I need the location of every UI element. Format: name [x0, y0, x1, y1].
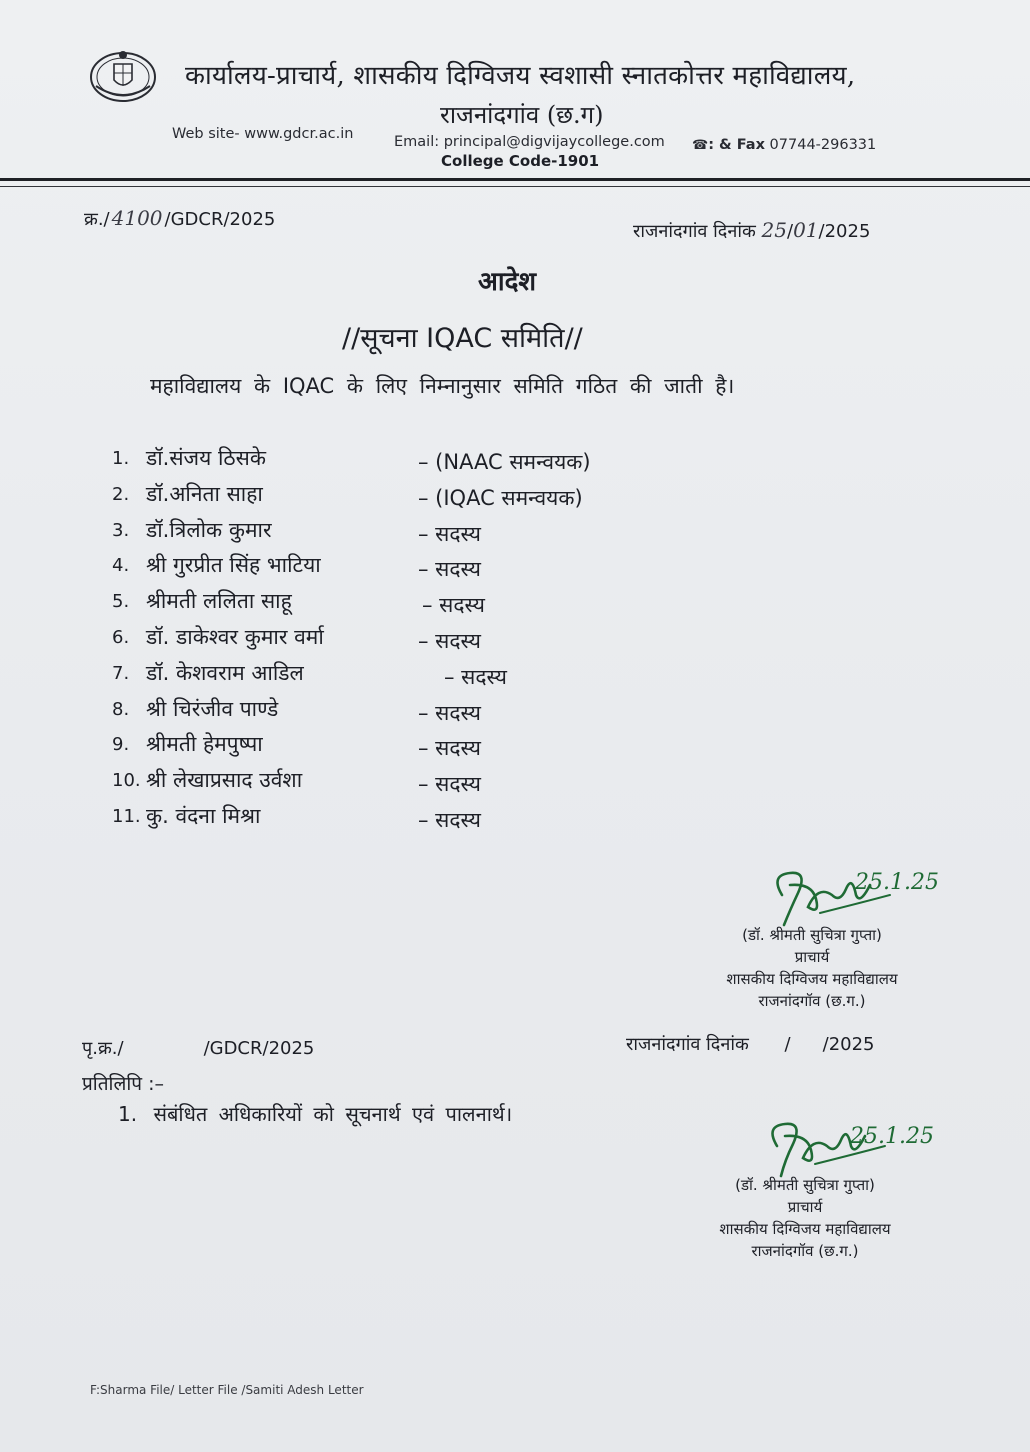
- signatory-name: (डॉ. श्रीमती सुचित्रा गुप्ता): [742, 926, 882, 944]
- signatory-institution: शासकीय दिग्विजय महाविद्यालय: [726, 970, 898, 988]
- ref-date-label: राजनांदगांव दिनांक: [633, 221, 756, 242]
- copy-date-blank: /: [784, 1034, 791, 1055]
- copy-reference: [82, 1036, 314, 1060]
- member-name: डॉ.संजय ठिसके: [146, 446, 266, 470]
- file-path-footer: F:Sharma File/ Letter File /Samiti Adesh Letter: [90, 1383, 364, 1397]
- ref-date-month: 01: [793, 218, 819, 242]
- signatory-city: राजनांदगॉव (छ.ग.): [751, 1242, 859, 1260]
- copy-date-label: राजनांदगांव दिनांक: [626, 1034, 749, 1055]
- member-name: श्री लेखाप्रसाद उर्वशा: [146, 768, 303, 792]
- member-name: श्रीमती हेमपुष्पा: [146, 732, 263, 756]
- copy-ref-prefix: पृ.क्र./: [82, 1038, 124, 1059]
- ref-prefix: क्र./: [84, 209, 110, 230]
- order-intro: महाविद्यालय के IQAC के लिए निम्नानुसार समिति गठित की जाती है।: [150, 374, 735, 398]
- member-number: 5.: [112, 591, 130, 612]
- signature-block-2: [685, 1174, 925, 1262]
- member-number: 8.: [112, 699, 130, 720]
- college-code: College Code-1901: [441, 152, 600, 170]
- member-role: – सदस्य: [418, 701, 481, 725]
- signature-2-date: 25.1.25: [850, 1124, 934, 1149]
- member-number: 1.: [112, 448, 130, 469]
- header-rule-thick: [0, 178, 1030, 181]
- member-name: डॉ.त्रिलोक कुमार: [146, 518, 272, 542]
- copy-ref-suffix: /GDCR/2025: [203, 1038, 315, 1059]
- member-number: 7.: [112, 663, 130, 684]
- member-number: 6.: [112, 627, 130, 648]
- signature-1-date: 25.1.25: [855, 870, 939, 895]
- order-title: आदेश: [478, 267, 537, 297]
- member-name: कु. वंदना मिश्रा: [146, 804, 261, 828]
- signatory-designation: प्राचार्य: [787, 1198, 823, 1216]
- phone-icon: ☎: [692, 138, 709, 153]
- copy-item-text: संबंधित अधिकारियों को सूचनार्थ एवं पालनार्थ।: [153, 1102, 513, 1126]
- member-name: श्री चिरंजीव पाण्डे: [146, 697, 279, 721]
- order-subject: //सूचना IQAC समिति//: [342, 323, 583, 354]
- member-role: – (NAAC समन्वयक): [418, 450, 591, 474]
- copy-item-num: 1.: [118, 1102, 138, 1126]
- phone-fax-label: : & Fax: [708, 137, 765, 153]
- signatory-institution: शासकीय दिग्विजय महाविद्यालय: [719, 1220, 891, 1238]
- signature-1-scribble: [760, 855, 960, 935]
- member-number: 9.: [112, 734, 130, 755]
- header-rule-thin: [0, 186, 1030, 187]
- member-number: 10.: [112, 770, 141, 791]
- copy-label: प्रतिलिपि :–: [82, 1073, 165, 1095]
- member-role: – सदस्य: [422, 593, 485, 617]
- ref-date-year: /2025: [818, 221, 871, 242]
- email-text: Email: principal@digvijaycollege.com: [394, 134, 665, 150]
- member-role: – सदस्य: [418, 772, 481, 796]
- member-role: – सदस्य: [444, 665, 507, 689]
- member-number: 4.: [112, 555, 130, 576]
- college-seal-logo: [88, 46, 158, 104]
- member-role: – सदस्य: [418, 629, 481, 653]
- office-header-city: राजनांदगांव (छ.ग): [440, 101, 604, 129]
- member-role: – सदस्य: [418, 557, 481, 581]
- member-name: डॉ.अनिता साहा: [146, 482, 263, 506]
- phone-number: 07744-296331: [769, 137, 877, 153]
- ref-date-day: 25: [761, 218, 787, 242]
- member-role: – सदस्य: [418, 808, 481, 832]
- ref-number-handwritten: 4100: [111, 206, 163, 230]
- signatory-designation: प्राचार्य: [794, 948, 830, 966]
- ref-suffix: /GDCR/2025: [164, 209, 276, 230]
- member-number: 11.: [112, 806, 141, 827]
- copy-date-year: /2025: [822, 1034, 875, 1055]
- copy-item: [118, 1100, 512, 1127]
- member-number: 3.: [112, 520, 130, 541]
- signature-block-1: [692, 924, 932, 1012]
- signatory-city: राजनांदगॉव (छ.ग.): [758, 992, 866, 1010]
- member-name: श्रीमती ललिता साहू: [146, 589, 292, 613]
- member-role: – सदस्य: [418, 522, 481, 546]
- reference-date: राजनांदगांव दिनांक 25/01/2025: [633, 218, 871, 242]
- reference-number: [84, 206, 275, 231]
- member-role: – (IQAC समन्वयक): [418, 486, 583, 510]
- website-text: Web site- www.gdcr.ac.in: [172, 126, 354, 142]
- office-header-title: कार्यालय-प्राचार्य, शासकीय दिग्विजय स्वशासी स्नातकोत्तर महाविद्यालय,: [185, 61, 856, 91]
- phone-fax-line: [692, 137, 876, 153]
- member-name: श्री गुरप्रीत सिंह भाटिया: [146, 553, 321, 577]
- member-name: डॉ. डाकेश्वर कुमार वर्मा: [146, 625, 324, 649]
- copy-date: [626, 1032, 875, 1056]
- signatory-name: (डॉ. श्रीमती सुचित्रा गुप्ता): [735, 1176, 875, 1194]
- member-role: – सदस्य: [418, 736, 481, 760]
- member-name: डॉ. केशवराम आडिल: [146, 661, 304, 685]
- member-number: 2.: [112, 484, 130, 505]
